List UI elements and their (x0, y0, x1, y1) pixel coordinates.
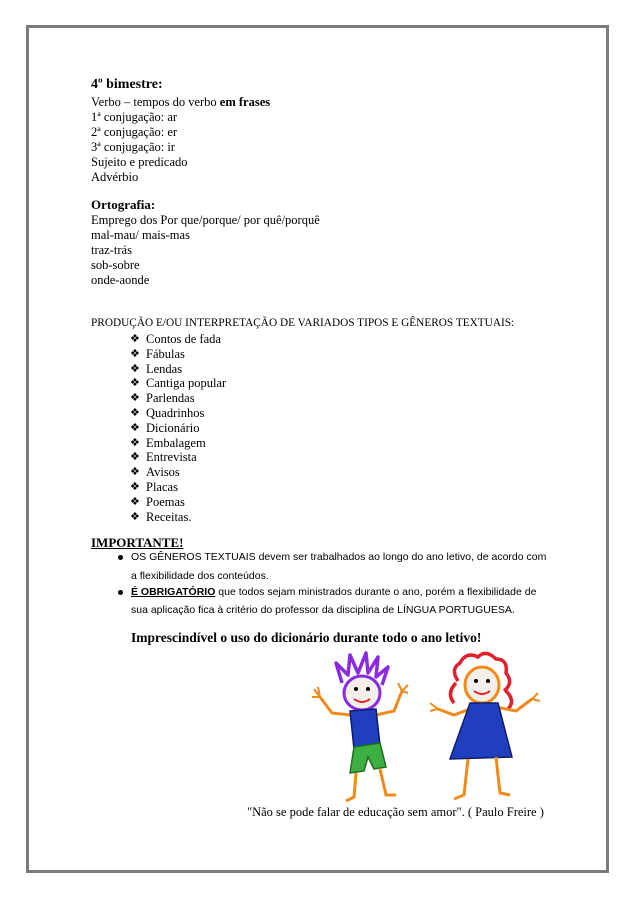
list-item: ❖ Receitas. (130, 509, 192, 524)
bullet2-rest: que todos sejam ministrados durante o ano, porém a flexibilidade de (215, 586, 537, 598)
list-item: ❖ Dicionário (130, 420, 200, 435)
bimestre-item: 1ª conjugação: ar (91, 110, 178, 124)
ortografia-item: Emprego dos Por que/porque/ por quê/porquê (91, 213, 320, 227)
ortografia-item: traz-trás (91, 243, 132, 257)
diamond-bullet-icon: ❖ (130, 451, 140, 464)
paulo-freire-quote: "Não se pode falar de educação sem amor". ( Paulo Freire ) (247, 805, 544, 819)
children-drawing (310, 645, 550, 810)
verb-prefix: Verbo – tempos do verbo (91, 95, 220, 109)
ortografia-item: onde-aonde (91, 273, 150, 287)
importante-bullet1-line1: OS GÊNEROS TEXTUAIS devem ser trabalhados ao longo do ano letivo, de acordo com (131, 551, 547, 563)
bimestre-item: Advérbio (91, 170, 139, 184)
bimestre-item: 3ª conjugação: ir (91, 140, 175, 154)
list-item: ❖ Contos de fada (130, 332, 221, 346)
bullet-dot-icon (118, 590, 123, 595)
bullet-dot-icon (118, 555, 123, 560)
importante-title: IMPORTANTE! (91, 535, 184, 550)
obrigatorio-emphasis: É OBRIGATÓRIO (131, 586, 216, 598)
diamond-bullet-icon: ❖ (130, 362, 140, 375)
verb-line (91, 95, 270, 110)
genres-list (130, 332, 226, 524)
producao-heading: PRODUÇÃO E/OU INTERPRETAÇÃO DE VARIADOS TIPOS E GÊNEROS TEXTUAIS: (91, 317, 515, 329)
diamond-bullet-icon: ❖ (130, 480, 140, 493)
diamond-bullet-icon: ❖ (130, 392, 140, 405)
diamond-bullet-icon: ❖ (130, 406, 140, 419)
list-item: ❖ Parlendas (130, 391, 195, 406)
diamond-bullet-icon: ❖ (130, 495, 140, 508)
ortografia-title: Ortografia: (91, 197, 156, 212)
list-item: ❖ Entrevista (130, 450, 197, 465)
list-item: ❖ Embalagem (130, 435, 206, 450)
bimestre-item: 2ª conjugação: er (91, 125, 178, 139)
diamond-bullet-icon: ❖ (130, 436, 140, 449)
importante-bullet2-line2: sua aplicação fica à critério do professor da disciplina de LÍNGUA PORTUGUESA. (131, 604, 515, 616)
diamond-bullet-icon: ❖ (130, 347, 140, 360)
diamond-bullet-icon: ❖ (130, 333, 140, 345)
diamond-bullet-icon: ❖ (130, 466, 140, 479)
verb-bold: em frases (219, 95, 271, 109)
dictionary-notice: Imprescindível o uso do dicionário durante todo o ano letivo! (131, 630, 482, 645)
diamond-bullet-icon: ❖ (130, 377, 140, 390)
diamond-bullet-icon: ❖ (130, 421, 140, 434)
list-item: ❖ Quadrinhos (130, 405, 205, 420)
bimestre-item: Sujeito e predicado (91, 155, 188, 169)
bimestre-title: 4º bimestre: (91, 77, 163, 92)
importante-bullet2-line1 (131, 585, 536, 599)
diamond-bullet-icon: ❖ (130, 510, 140, 523)
list-item: ❖ Fábulas (130, 346, 185, 361)
list-item: ❖ Cantiga popular (130, 376, 227, 391)
list-item: ❖ Avisos (130, 465, 180, 480)
list-item: ❖ Placas (130, 479, 178, 494)
ortografia-item: mal-mau/ mais-mas (91, 228, 190, 242)
list-item: ❖ Poemas (130, 494, 185, 509)
list-item: ❖ Lendas (130, 361, 183, 376)
ortografia-item: sob-sobre (91, 258, 140, 272)
importante-bullet1-line2: a flexibilidade dos conteúdos. (131, 570, 269, 582)
girl-figure (430, 653, 540, 799)
boy-figure (312, 653, 408, 801)
